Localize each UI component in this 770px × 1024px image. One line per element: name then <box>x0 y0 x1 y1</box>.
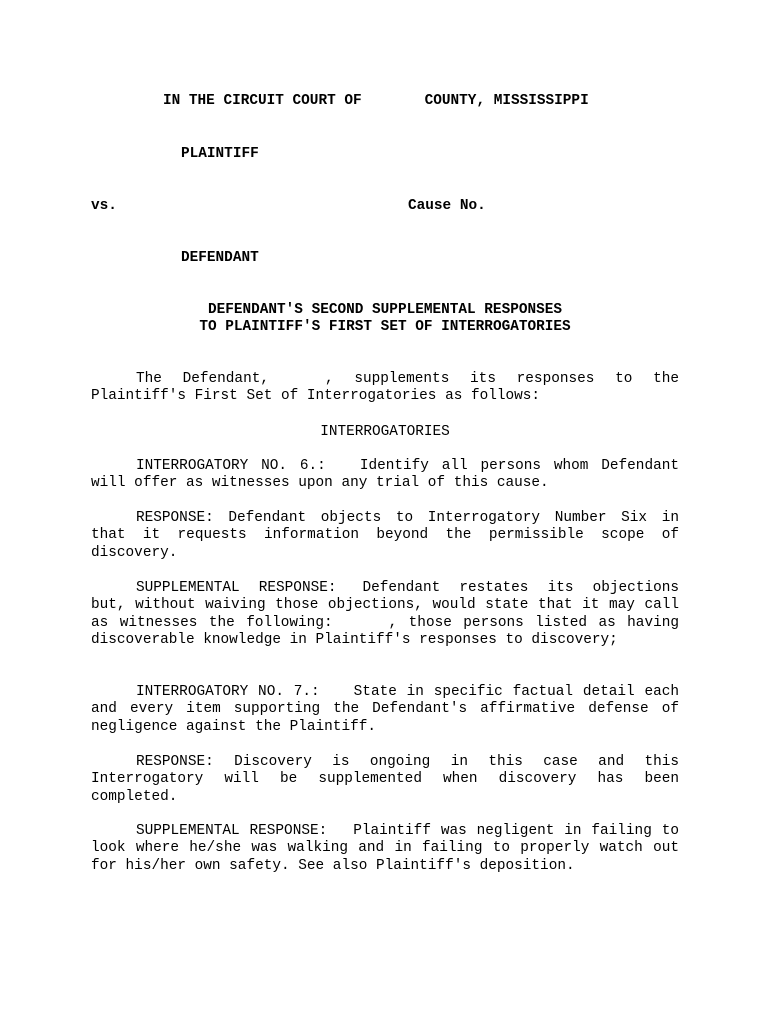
interrogatory-6-text: Identify all persons whom Defendant will offer as witnesses upon any trial of this cause. <box>91 458 679 492</box>
response-7-label: RESPONSE: <box>136 754 214 770</box>
document-title-line-2: TO PLAINTIFF'S FIRST SET OF INTERROGATORIES <box>199 319 571 335</box>
court-line <box>163 93 589 110</box>
interrogatory-7-label: INTERROGATORY NO. 7.: <box>136 684 320 700</box>
supplemental-response-7 <box>91 823 679 875</box>
supplemental-7-label: SUPPLEMENTAL RESPONSE: <box>136 823 328 839</box>
court-line-suffix: COUNTY, MISSISSIPPI <box>424 93 589 109</box>
supplemental-6-text-b: , those persons listed as having discoverable knowledge in Plaintiff's responses to discovery; <box>91 614 679 649</box>
intro-paragraph <box>91 371 679 406</box>
response-6-text: Defendant objects to Interrogatory Number Six in that it requests information beyond the permissible scope of discovery. <box>91 510 679 561</box>
document-title-line-1: DEFENDANT'S SECOND SUPPLEMENTAL RESPONSES <box>207 302 563 318</box>
interrogatory-7 <box>91 684 679 736</box>
defendant-label: DEFENDANT <box>181 250 259 266</box>
intro-text-2: , supplements its responses to the Plaintiff's First Set of Interrogatories as follows: <box>91 371 679 405</box>
supplemental-6-label: SUPPLEMENTAL RESPONSE: <box>136 580 337 596</box>
section-heading: INTERROGATORIES <box>320 424 450 440</box>
response-7-text: Discovery is ongoing in this case and this Interrogatory will be supplemented when discovery has been completed. <box>91 754 680 805</box>
response-6-label: RESPONSE: <box>136 510 214 526</box>
cause-number-label: Cause No. <box>408 198 486 214</box>
plaintiff-label: PLAINTIFF <box>181 146 259 162</box>
intro-text-1: The Defendant, <box>136 371 269 387</box>
interrogatory-6 <box>91 458 679 493</box>
response-6 <box>91 510 679 562</box>
supplemental-7-text: Plaintiff was negligent in failing to look where he/she was walking and in failing to properly watch out for his/her own safety. See also Plaintiff's deposition. <box>91 823 679 874</box>
response-7 <box>91 754 679 806</box>
interrogatory-6-label: INTERROGATORY NO. 6.: <box>136 458 326 474</box>
court-line-prefix: IN THE CIRCUIT COURT OF <box>163 93 362 109</box>
vs-label: vs. <box>91 198 117 214</box>
supplemental-6-text-a: Defendant restates its objections but, without waiving those objections, would state that it may call as witnesses the following: <box>91 580 679 631</box>
interrogatory-7-text: State in specific factual detail each and every item supporting the Defendant's affirmative defense of negligence against the Plaintiff. <box>91 684 679 735</box>
supplemental-response-6 <box>91 580 679 650</box>
